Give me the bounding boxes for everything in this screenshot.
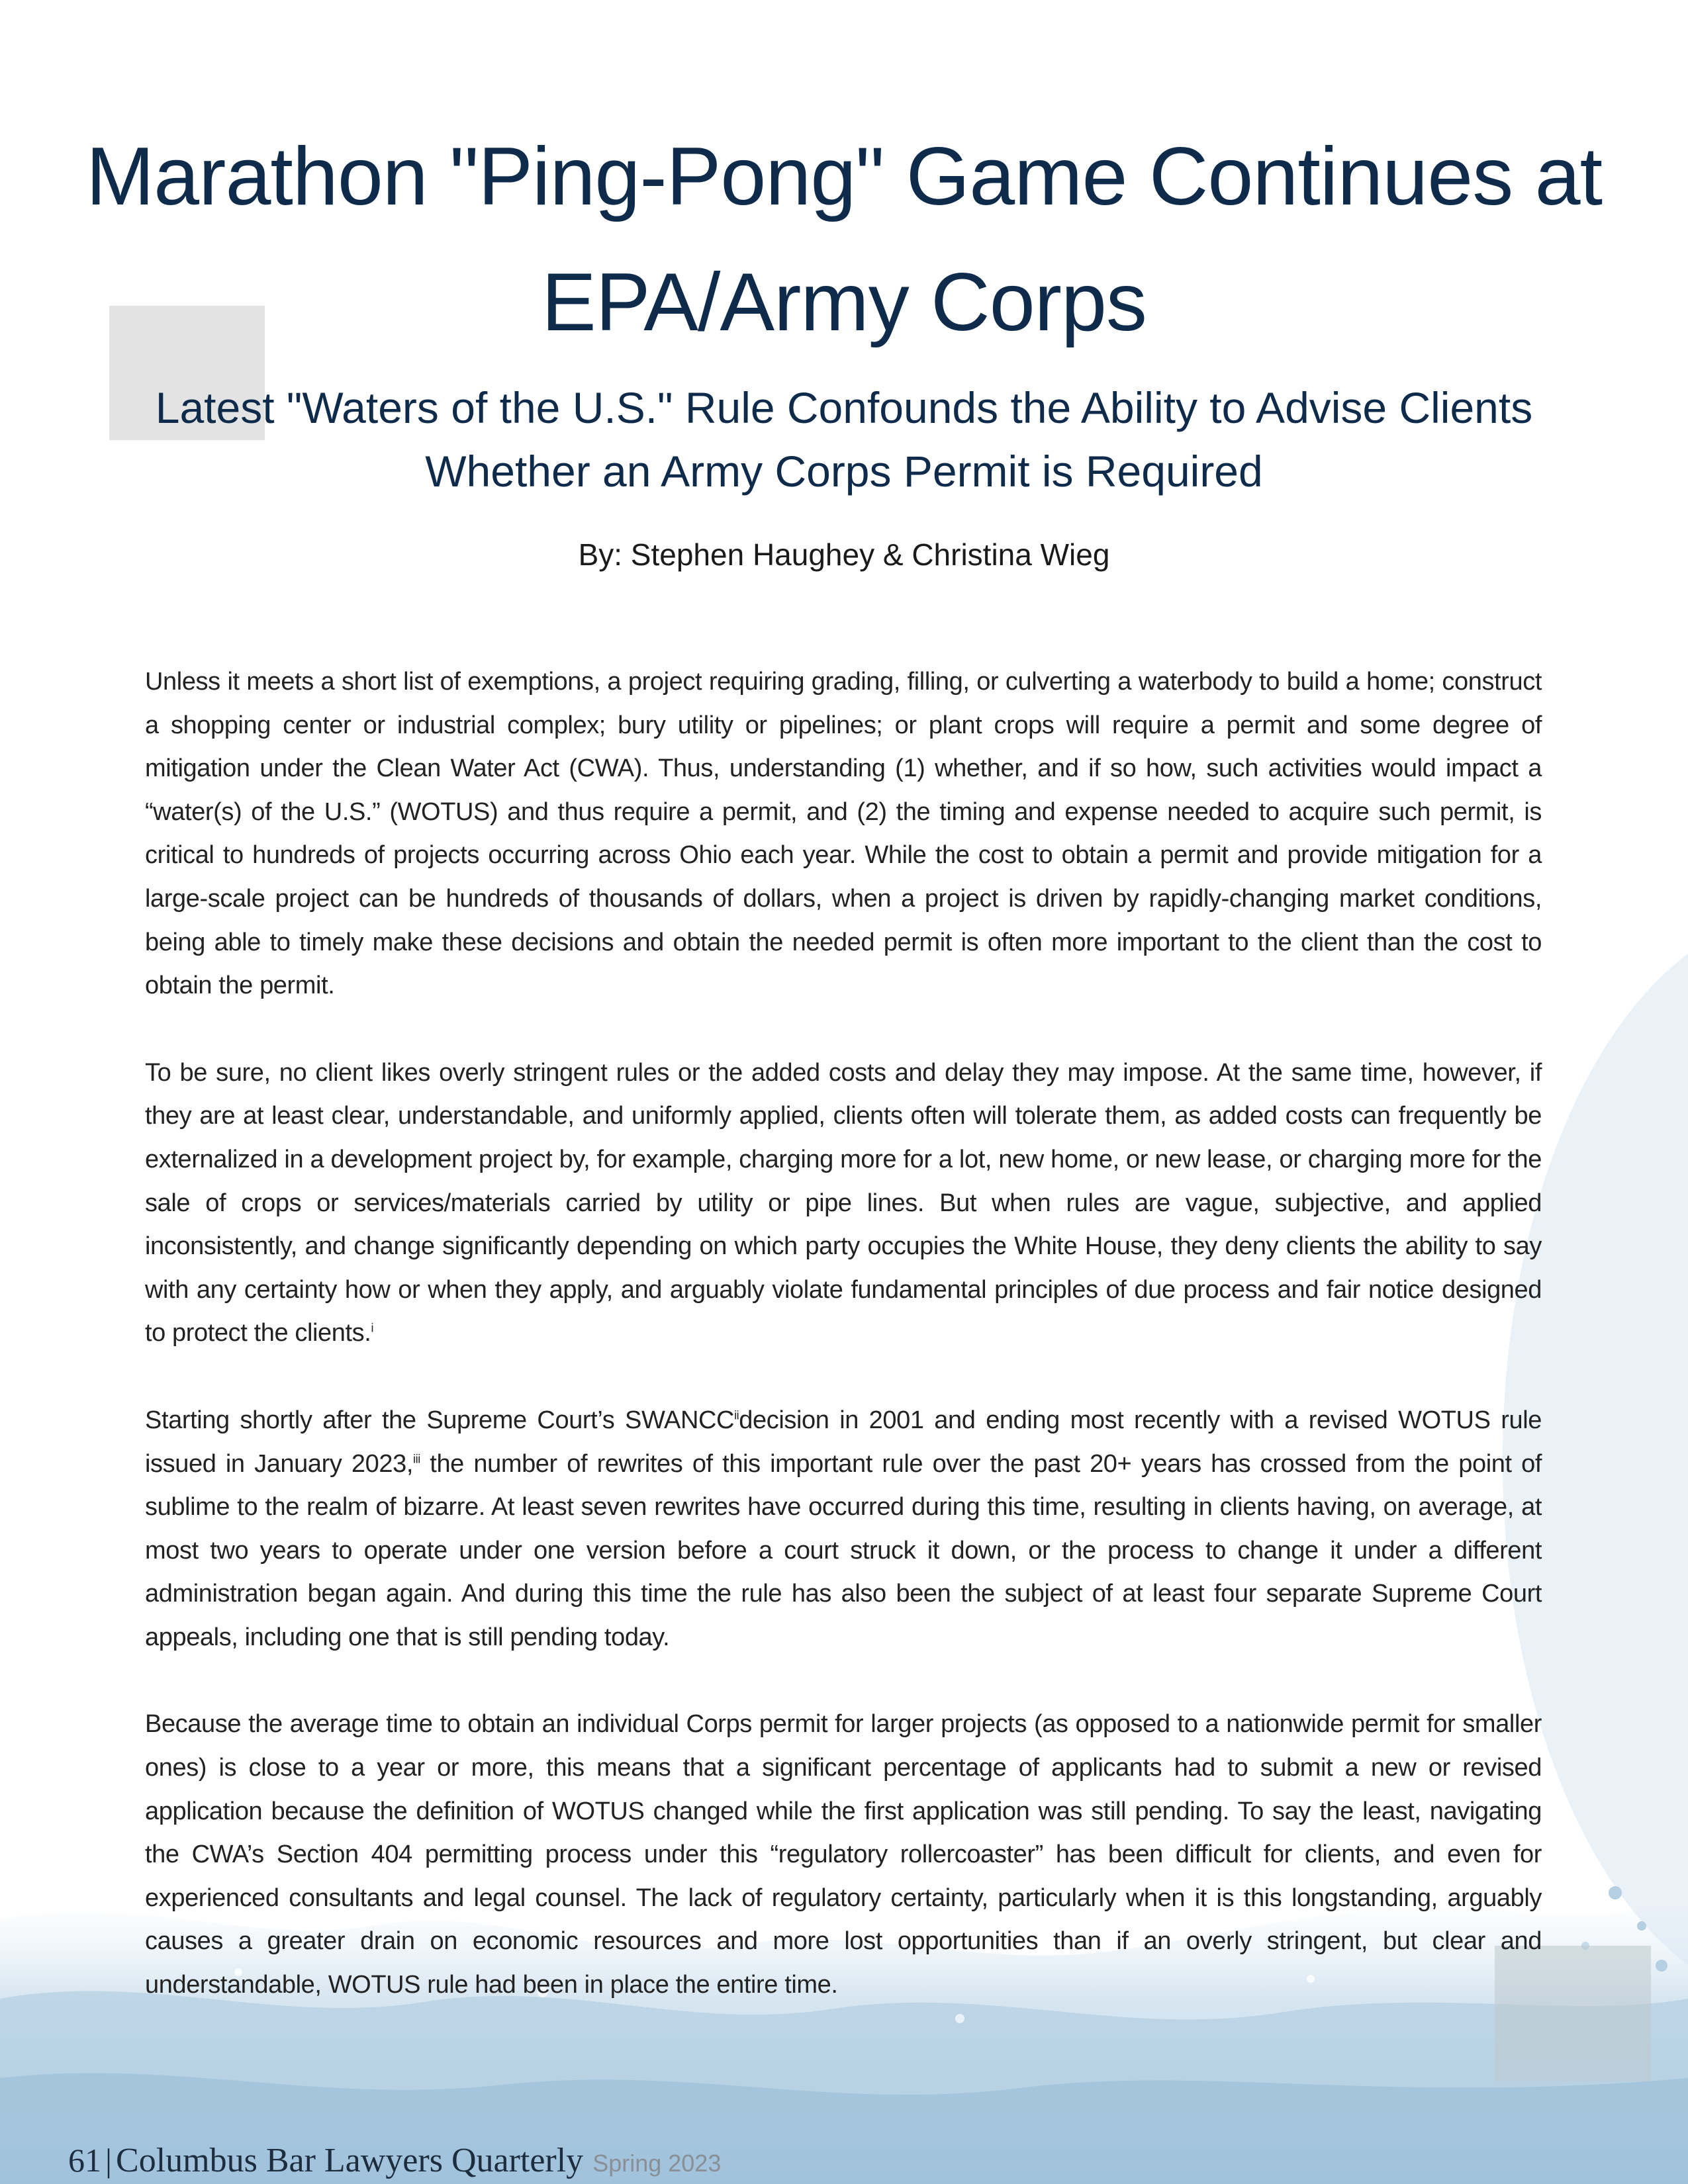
paragraph bbox=[145, 1399, 1542, 1660]
article-body bbox=[145, 660, 1542, 2051]
paragraph-text: Starting shortly after the Supreme Court’s SWANCC bbox=[145, 1406, 735, 1434]
paragraph-text: decision in 2001 and ending most recently with a revised WOTUS rule issued in January 2023, bbox=[145, 1406, 1542, 1478]
endnote-marker[interactable]: i bbox=[371, 1321, 374, 1335]
paragraph bbox=[145, 660, 1542, 1008]
paragraph-text: To be sure, no client likes overly stringent rules or the added costs and delay they may impose. At the same time, however, if they are at least clear, understandable, and uniformly applied, clients often will tolerate them, as added costs can frequently be externalized in a development project by, for example, charging more for a lot, new home, or new lease, or charging more for the sale of crops or services/materials carried by utility or pipe lines. But when rules are vague, subjective, and applied inconsistently, and change significantly depending on which party occupies the White House, they deny clients the ability to say with any certainty how or when they apply, and arguably violate fundamental principles of due process and fair notice designed to protect the clients. bbox=[145, 1058, 1542, 1347]
publication-name: Columbus Bar Lawyers Quarterly bbox=[116, 2142, 584, 2179]
footer-separator: | bbox=[105, 2142, 113, 2179]
paragraph bbox=[145, 1052, 1542, 1355]
article-subtitle: Latest "Waters of the U.S." Rule Confounds the Ability to Advise Clients Whether an Army Corps Permit is Required bbox=[155, 383, 1533, 496]
issue-label: Spring 2023 bbox=[592, 2150, 722, 2177]
page-footer bbox=[68, 2141, 721, 2180]
endnote-marker[interactable]: ii bbox=[734, 1408, 739, 1422]
paragraph-text: the number of rewrites of this important rule over the past 20+ years has crossed from the point of sublime to the realm of bizarre. At least seven rewrites have occurred during this time, resulting in clients having, on average, at most two years to operate under one version before a court struck it down, or the process to change it under a different administration began again. And during this time the rule has also been the subject of at least four separate Supreme Court appeals, including one that is still pending today. bbox=[145, 1449, 1542, 1651]
paragraph-text: Unless it meets a short list of exemptions, a project requiring grading, filling, or culverting a waterbody to build a home; construct a shopping center or industrial complex; bury utility or pipelines; or plant crops will require a permit and some degree of mitigation under the Clean Water Act (CWA). Thus, understanding (1) whether, and if so how, such activities would impact a “water(s) of the U.S.” (WOTUS) and thus require a permit, and (2) the timing and expense needed to acquire such permit, is critical to hundreds of projects occurring across Ohio each year. While the cost to obtain a permit and provide mitigation for a large-scale project can be hundreds of thousands of dollars, when a project is driven by rapidly-changing market conditions, being able to timely make these decisions and obtain the needed permit is often more important to the client than the cost to obtain the permit. bbox=[145, 668, 1542, 1000]
paragraph-text: Because the average time to obtain an individual Corps permit for larger projects (as opposed to a nationwide permit for smaller ones) is close to a year or more, this means that a significant percentage of applicants had to submit a new or revised application because the definition of WOTUS changed while the first application was still pending. To say the least, navigating the CWA’s Section 404 permitting process under this “regulatory rollercoaster” has been difficult for clients, and even for experienced consultants and legal counsel. The lack of regulatory certainty, particularly when it is this longstanding, arguably causes a greater drain on economic resources and more lost opportunities than if an overly stringent, but clear and understandable, WOTUS rule had been in place the entire time. bbox=[145, 1710, 1542, 1999]
byline: By: Stephen Haughey & Christina Wieg bbox=[578, 537, 1110, 572]
paragraph bbox=[145, 1703, 1542, 2007]
endnote-marker[interactable]: iii bbox=[413, 1451, 420, 1465]
article-title: Marathon "Ping-Pong" Game Continues at EPA/Army Corps bbox=[85, 131, 1603, 348]
page-number: 61 bbox=[68, 2142, 101, 2179]
